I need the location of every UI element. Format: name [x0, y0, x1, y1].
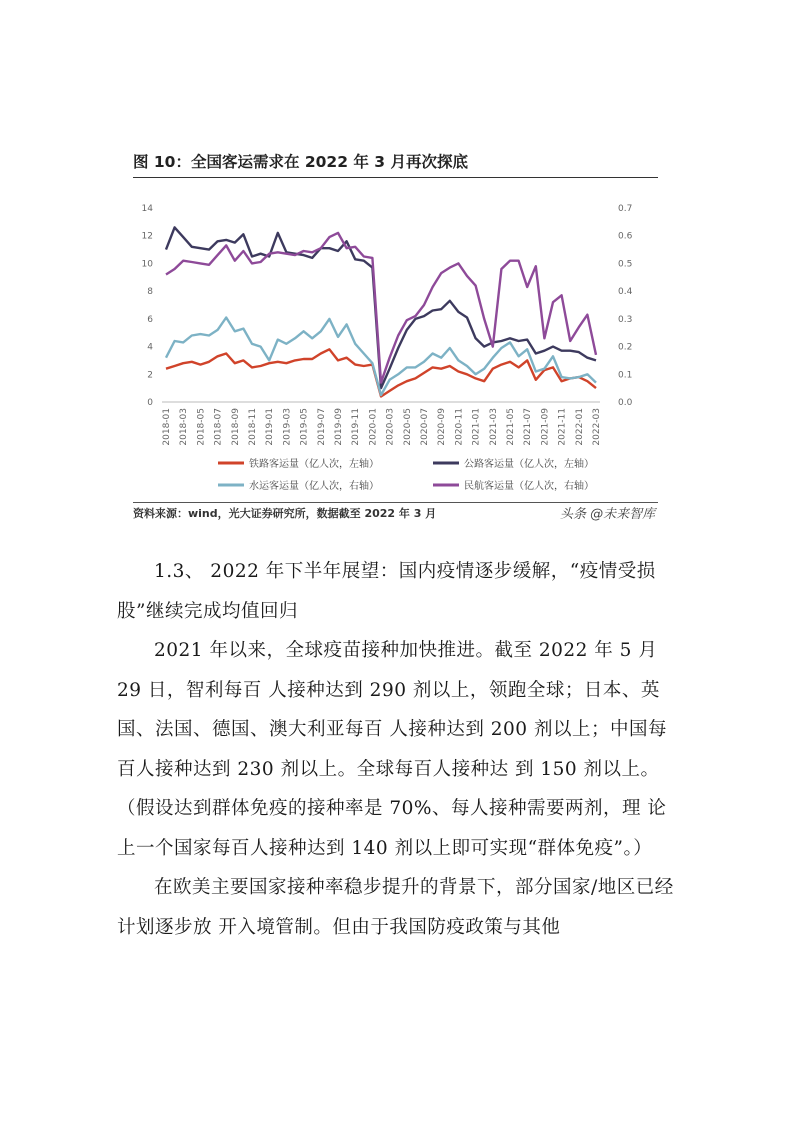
right-axis-tick-label: 0.5 [618, 259, 633, 270]
left-axis-tick-label: 8 [147, 287, 153, 298]
left-axis-tick-label: 12 [141, 231, 153, 242]
right-axis-tick-label: 0.6 [618, 231, 633, 242]
axes-layer [142, 204, 633, 446]
x-axis-tick-label: 2020-05 [402, 408, 413, 446]
right-axis-tick-label: 0.3 [618, 314, 633, 325]
x-axis-tick-label: 2021-11 [557, 408, 568, 446]
paragraph: 2021 年以来，全球疫苗接种加快推进。截至 2022 年 5 月 29 日，智利每百 人接种达到 290 剂以上，领跑全球；日本、英国、法国、德国、澳大利亚每百 人接种达到 200 剂以上；中国每百人接种达到 230 剂以上。全球每百人接种达 到 150 剂以上。（假设达到群体免疫的接种率是 70%、每人接种需要两剂，理 论上一个国家每百人接种达到 140 剂以上即可实现“群体免疫”。） [117, 640, 667, 859]
series-layer [166, 227, 596, 396]
x-axis-tick-label: 2018-01 [162, 408, 172, 446]
legend-label: 公路客运量（亿人次，左轴） [464, 459, 594, 470]
x-axis-tick-label: 2019-07 [316, 408, 327, 446]
x-axis-tick-label: 2020-01 [368, 408, 379, 446]
x-axis-tick-label: 2021-03 [488, 408, 499, 446]
x-axis-tick-label: 2018-09 [230, 408, 241, 446]
x-axis-tick-label: 2018-11 [248, 408, 258, 446]
article-body [117, 552, 677, 947]
figure-source: 资料来源：wind，光大证券研究所，数据截至 2022 年 3 月 [133, 507, 437, 520]
x-axis-tick-label: 2022-01 [574, 408, 585, 446]
right-axis-tick-label: 0.7 [618, 204, 633, 214]
right-axis-tick-label: 0.4 [618, 287, 633, 298]
left-axis-tick-label: 14 [141, 204, 153, 214]
x-axis-tick-label: 2021-05 [506, 408, 516, 446]
left-axis-tick-label: 0 [147, 398, 153, 408]
right-axis-tick-label: 0.1 [618, 370, 633, 381]
x-axis-tick-label: 2020-11 [454, 408, 465, 446]
left-axis-tick-label: 2 [147, 370, 153, 381]
legend-label: 民航客运量（亿人次，右轴） [464, 481, 594, 492]
right-axis-tick-label: 0.0 [618, 398, 633, 408]
left-axis-tick-label: 6 [147, 314, 153, 325]
x-axis-tick-label: 2018-03 [179, 408, 190, 446]
x-axis-tick-label: 2021-09 [540, 408, 551, 446]
x-axis-tick-label: 2020-09 [437, 408, 448, 446]
x-axis-tick-label: 2019-03 [282, 408, 293, 446]
paragraph: 在欧美主要国家接种率稳步提升的背景下，部分国家/地区已经计划逐步放 开入境管制。但由于我国防疫政策与其他 [117, 877, 674, 938]
legend [218, 457, 594, 492]
legend-label: 铁路客运量（亿人次，左轴） [249, 459, 379, 470]
watermark: 头条 @未来智库 [560, 507, 656, 522]
x-axis-tick-label: 2022-03 [592, 408, 602, 446]
x-axis-tick-label: 2020-07 [420, 408, 430, 446]
x-axis-tick-label: 2021-01 [471, 408, 482, 446]
figure-title: 图 10：全国客运需求在 2022 年 3 月再次探底 [133, 153, 468, 171]
x-axis-tick-label: 2018-07 [213, 408, 224, 446]
x-axis-tick-label: 2018-05 [196, 408, 207, 446]
legend-label: 水运客运量（亿人次，右轴） [249, 481, 379, 492]
x-axis-tick-label: 2019-01 [265, 408, 276, 446]
left-axis-tick-label: 10 [141, 259, 153, 270]
x-axis-tick-label: 2019-11 [351, 408, 362, 446]
x-axis-tick-label: 2020-03 [385, 408, 396, 446]
x-axis-tick-label: 2019-09 [334, 408, 344, 446]
left-axis-tick-label: 4 [147, 342, 153, 353]
right-axis-tick-label: 0.2 [618, 342, 633, 353]
x-axis-tick-label: 2019-05 [299, 408, 310, 446]
figure-top-rule [133, 177, 658, 178]
section-heading: 1.3、 2022 年下半年展望：国内疫情逐步缓解，“疫情受损股”继续完成均值回归 [117, 561, 656, 622]
x-axis-tick-label: 2021-07 [523, 408, 534, 446]
passenger-demand-chart [133, 192, 658, 497]
